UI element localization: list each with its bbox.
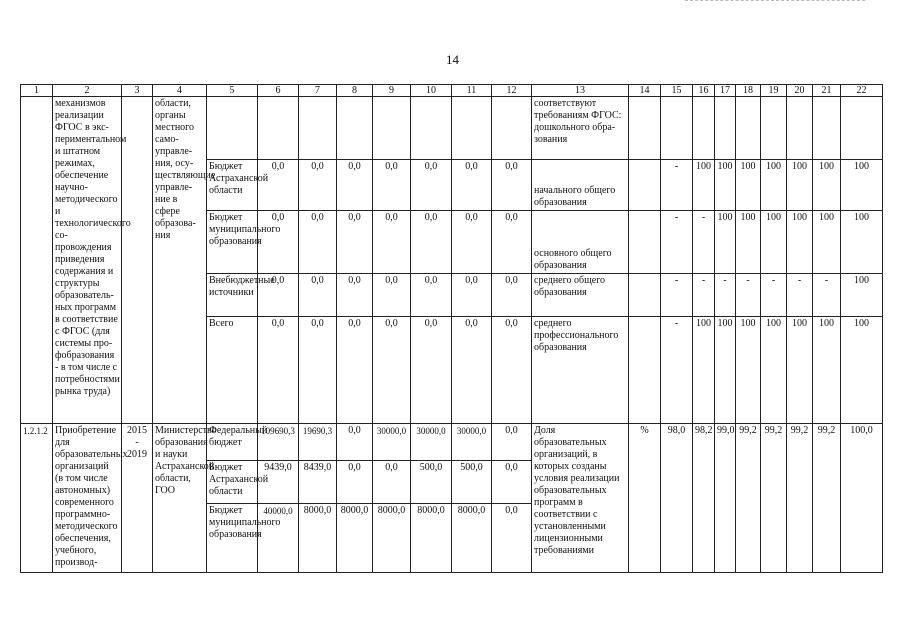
column-number: 4 (153, 85, 207, 97)
funding-value: 0,0 (258, 160, 299, 211)
indicator: среднего общего образования (532, 274, 629, 317)
indicator-value: 100 (813, 211, 841, 274)
funding-value: 0,0 (411, 274, 452, 317)
table-row (21, 424, 883, 461)
column-number: 5 (207, 85, 258, 97)
indicator: основного общего образования (532, 211, 629, 274)
funding-source: Бюджет муниципального образования (207, 504, 258, 573)
column-number: 11 (452, 85, 492, 97)
indicator-value: 100 (813, 160, 841, 211)
indicator-value: 99,0 (715, 424, 736, 573)
cell (736, 97, 761, 160)
unit-cell (629, 211, 661, 274)
measure-name: Приобретение для образовательных организаций (в том числе автономных) современного программно-методического обеспечения, учебного, производ- (53, 424, 122, 573)
indicator-value: - (661, 211, 693, 274)
funding-value: 500,0 (411, 461, 452, 504)
funding-value: 0,0 (258, 317, 299, 424)
funding-value: 0,0 (373, 274, 411, 317)
indicator-value: - (813, 274, 841, 317)
indicator-value: - (761, 274, 787, 317)
funding-value: 0,0 (452, 274, 492, 317)
indicator-value: 98,0 (661, 424, 693, 573)
indicator-value: - (661, 160, 693, 211)
indicator-value: 100 (841, 211, 883, 274)
funding-value: 9439,0 (258, 461, 299, 504)
funding-value: 0,0 (492, 424, 532, 461)
indicator-value: 100 (715, 211, 736, 274)
indicator: среднего профессионального образования (532, 317, 629, 424)
funding-value: 40000,0 (258, 504, 299, 573)
indicator-value: 100 (693, 160, 715, 211)
cell (411, 97, 452, 160)
funding-source: Бюджет Астраханской области (207, 160, 258, 211)
funding-value: 0,0 (492, 504, 532, 573)
column-number: 10 (411, 85, 452, 97)
funding-value: 8000,0 (299, 504, 337, 573)
column-number: 21 (813, 85, 841, 97)
funding-value: 8000,0 (337, 504, 373, 573)
funding-value: 0,0 (258, 274, 299, 317)
unit-cell (629, 274, 661, 317)
funding-value: 0,0 (492, 160, 532, 211)
indicator-value: 100 (736, 211, 761, 274)
indicator-value: - (661, 274, 693, 317)
funding-value: 0,0 (337, 274, 373, 317)
cell (299, 97, 337, 160)
indicator-value: 100 (736, 317, 761, 424)
funding-source: Внебюджетные источники (207, 274, 258, 317)
column-number: 1 (21, 85, 53, 97)
funding-value: 0,0 (373, 160, 411, 211)
indicator-value: 100 (736, 160, 761, 211)
number-cell (21, 97, 53, 424)
column-number: 22 (841, 85, 883, 97)
funding-value: 8000,0 (411, 504, 452, 573)
funding-value: 0,0 (258, 211, 299, 274)
funding-value: 0,0 (337, 461, 373, 504)
period-year-start: 2015 (127, 425, 147, 436)
scan-marks (685, 0, 865, 5)
column-number: 19 (761, 85, 787, 97)
indicator-value: - (693, 211, 715, 274)
funding-value: 0,0 (337, 211, 373, 274)
indicator-value: - (715, 274, 736, 317)
indicator-value: - (693, 274, 715, 317)
funding-value: 0,0 (373, 211, 411, 274)
funding-value: 30000,0 (373, 424, 411, 461)
funding-value: 30000,0 (452, 424, 492, 461)
unit-cell (629, 160, 661, 211)
column-number: 8 (337, 85, 373, 97)
period-dash: - (135, 437, 139, 448)
column-number: 13 (532, 85, 629, 97)
cell (761, 97, 787, 160)
cell (492, 97, 532, 160)
funding-value: 0,0 (411, 211, 452, 274)
indicator-value: 99,2 (761, 424, 787, 573)
column-number: 16 (693, 85, 715, 97)
column-number: 17 (715, 85, 736, 97)
funding-source: Бюджет Астраханской области (207, 461, 258, 504)
column-number: 6 (258, 85, 299, 97)
funding-value: 19690,3 (299, 424, 337, 461)
column-numbers-row (21, 85, 883, 97)
funding-source: Федеральный бюджет (207, 424, 258, 461)
funding-value: 0,0 (492, 274, 532, 317)
cell (207, 97, 258, 160)
funding-value: 0,0 (452, 211, 492, 274)
funding-value: 8000,0 (373, 504, 411, 573)
funding-value: 500,0 (452, 461, 492, 504)
cell (715, 97, 736, 160)
funding-value: 109690,3 (258, 424, 299, 461)
period-cell (122, 424, 153, 573)
indicator-value: 100 (761, 317, 787, 424)
funding-value: 0,0 (452, 317, 492, 424)
cell (813, 97, 841, 160)
indicator-value: 100,0 (841, 424, 883, 573)
indicator: Доля образовательных организаций, в которых созданы условия реализации образовательных программ в соответствии с установленными лицензионными требованиями (532, 424, 629, 573)
funding-source: Всего (207, 317, 258, 424)
funding-source: Бюджет муниципального образования (207, 211, 258, 274)
indicator-value: 99,2 (813, 424, 841, 573)
item-number: 1.2.1.2 (21, 424, 53, 573)
funding-value: 0,0 (337, 424, 373, 461)
executor: области, органы местного само-управле-ния, осу-ществляющие управле-ние в сфере образова-ния (153, 97, 207, 424)
funding-value: 0,0 (299, 211, 337, 274)
cell (452, 97, 492, 160)
funding-value: 0,0 (492, 211, 532, 274)
table-row (21, 97, 883, 160)
indicator-value: 100 (841, 274, 883, 317)
indicator-value: - (736, 274, 761, 317)
funding-value: 8000,0 (452, 504, 492, 573)
column-number: 7 (299, 85, 337, 97)
funding-value: 0,0 (373, 461, 411, 504)
indicator-value: 100 (715, 317, 736, 424)
indicator-value: - (661, 317, 693, 424)
indicator-value: 100 (841, 317, 883, 424)
indicator-value: 100 (787, 211, 813, 274)
indicator-value: 100 (813, 317, 841, 424)
column-number: 15 (661, 85, 693, 97)
unit-cell: % (629, 424, 661, 573)
indicator-value: 100 (715, 160, 736, 211)
indicator-value: - (787, 274, 813, 317)
column-number: 9 (373, 85, 411, 97)
column-number: 12 (492, 85, 532, 97)
indicator-value: 98,2 (693, 424, 715, 573)
cell (693, 97, 715, 160)
cell (258, 97, 299, 160)
funding-value: 0,0 (299, 160, 337, 211)
indicator-value: 100 (693, 317, 715, 424)
column-number: 3 (122, 85, 153, 97)
cell (629, 97, 661, 160)
page-number: 14 (446, 52, 459, 67)
measure-name: механизмов реализации ФГОС в экс-периментальном и штатном режимах, обеспечение научно-методического и технологического со-провождения приведения содержания и структуры образователь-ных программ в соответствие с ФГОС (для системы про-фобразования - в том числе с потребностями рынка труда) (53, 97, 122, 424)
cell (787, 97, 813, 160)
indicator-value: 99,2 (787, 424, 813, 573)
cell (661, 97, 693, 160)
indicator-value: 100 (787, 317, 813, 424)
cell (337, 97, 373, 160)
funding-value: 0,0 (299, 274, 337, 317)
funding-value: 0,0 (492, 461, 532, 504)
indicator: соответствуют требованиям ФГОС: дошкольного обра-зования (532, 97, 629, 160)
funding-value: 30000,0 (411, 424, 452, 461)
indicator-value: 100 (787, 160, 813, 211)
indicator: начального общего образования (532, 160, 629, 211)
cell (841, 97, 883, 160)
funding-value: 0,0 (492, 317, 532, 424)
period-cell (122, 97, 153, 424)
unit-cell (629, 317, 661, 424)
funding-value: 8439,0 (299, 461, 337, 504)
column-number: 2 (53, 85, 122, 97)
executor: Министерство образования и науки Астраханской области, ГОО (153, 424, 207, 573)
funding-value: 0,0 (299, 317, 337, 424)
funding-value: 0,0 (411, 317, 452, 424)
indicator-value: 100 (761, 211, 787, 274)
program-table (20, 84, 883, 573)
indicator-value: 100 (841, 160, 883, 211)
period-year-end: 2019 (127, 449, 147, 460)
funding-value: 0,0 (337, 160, 373, 211)
funding-value: 0,0 (337, 317, 373, 424)
column-number: 20 (787, 85, 813, 97)
funding-value: 0,0 (452, 160, 492, 211)
column-number: 18 (736, 85, 761, 97)
indicator-value: 99,2 (736, 424, 761, 573)
indicator-value: 100 (761, 160, 787, 211)
column-number: 14 (629, 85, 661, 97)
cell (373, 97, 411, 160)
funding-value: 0,0 (411, 160, 452, 211)
funding-value: 0,0 (373, 317, 411, 424)
